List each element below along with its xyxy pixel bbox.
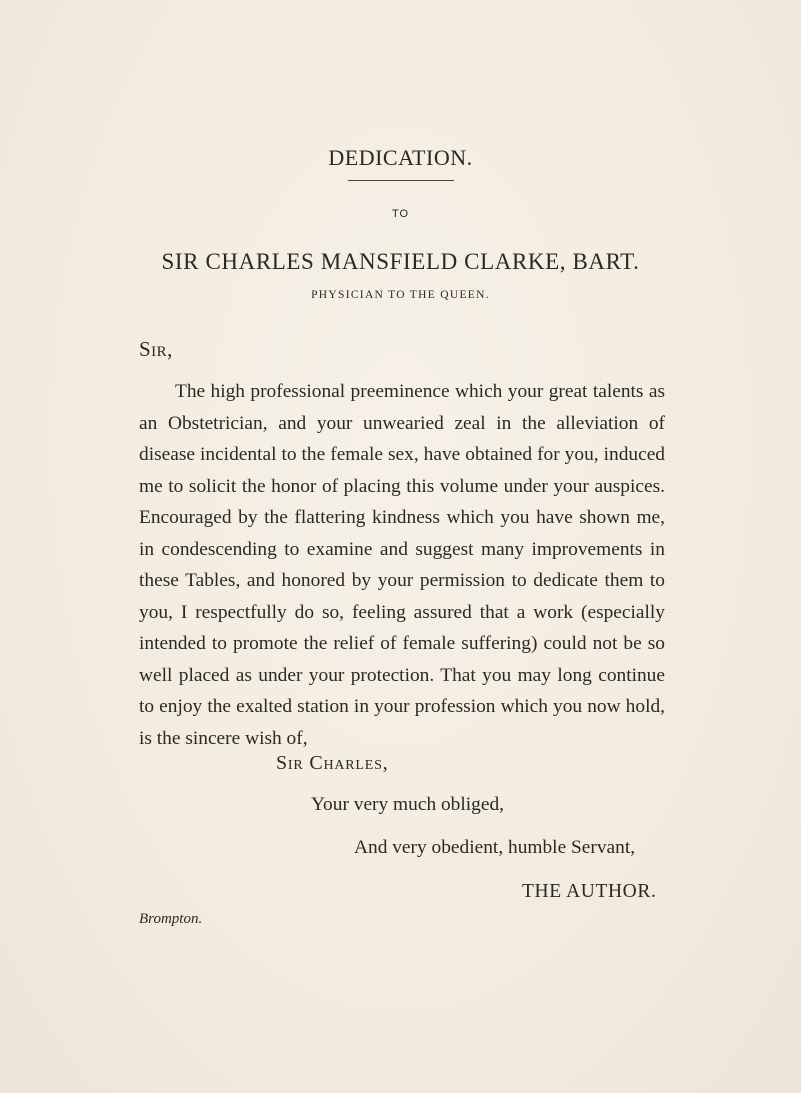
closing-line-1: Your very much obliged,: [311, 794, 504, 815]
salutation: Sir,: [139, 337, 173, 361]
dedication-body: The high professional preeminence which your great talents as an Obstetrician, and your unwearied zeal in the alleviation of disease incidental to the female sex, have obtained for you, induced me to solicit the honor of placing this volume under your auspices. Encouraged by the flattering kindness which you have shown me, in condescending to examine and suggest many improvements in these Tables, and honored by your permission to dedicate them to you, I respectfully do so, feeling assured that a work (especially intended to promote the relief of female suffering) could not be so well placed as under your protection. That you may long continue to enjoy the exalted station in your profession which you now hold, is the sincere wish of,: [139, 381, 665, 749]
closing-address: Sir Charles,: [276, 752, 389, 774]
dedicatee-name: SIR CHARLES MANSFIELD CLARKE, BART.: [161, 249, 640, 274]
dedicatee-title: PHYSICIAN TO THE QUEEN.: [311, 289, 490, 301]
signature: THE AUTHOR.: [522, 881, 657, 902]
heading-rule: [348, 180, 454, 181]
page-heading: DEDICATION.: [328, 145, 473, 170]
closing-line-2: And very obedient, humble Servant,: [354, 837, 636, 858]
to-label: TO: [391, 208, 410, 220]
place-name: Brompton.: [139, 911, 203, 927]
